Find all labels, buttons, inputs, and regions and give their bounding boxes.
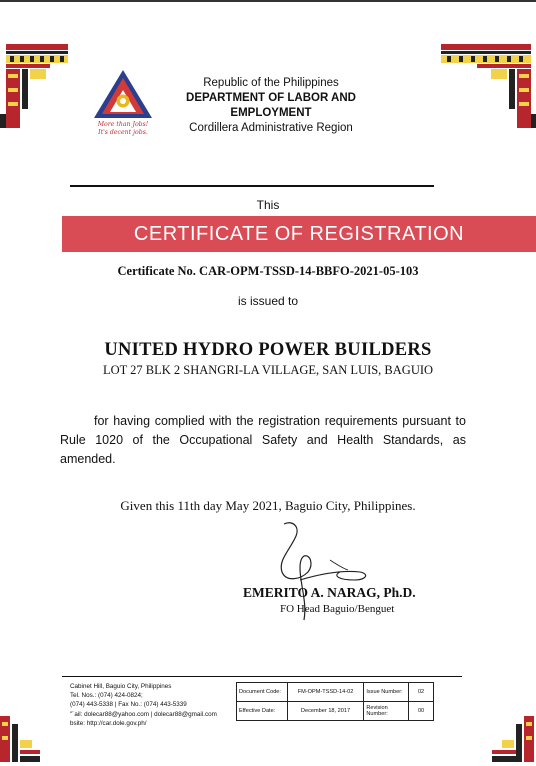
effective-date-value: December 18, 2017	[287, 702, 364, 721]
footer-divider	[62, 676, 462, 677]
header-republic: Republic of the Philippines	[203, 77, 339, 89]
certificate-number: Certificate No. CAR-OPM-TSSD-14-BBFO-2021-05-103	[117, 264, 419, 278]
contact-tel: Tel. Nos.: (074) 424-0824;	[70, 692, 143, 700]
company-address: LOT 27 BLK 2 SHANGRI-LA VILLAGE, SAN LUIS, BAGUIO	[102, 363, 434, 377]
compliance-text: for having complied with the registration requirements pursuant to Rule 1020 of the Occupational Safety and Health Standards, as amended.	[60, 414, 466, 466]
document-control-table	[236, 682, 434, 721]
corner-ornament-bottom-right	[488, 716, 536, 762]
header-department: DEPARTMENT OF LABOR AND EMPLOYMENT	[186, 92, 356, 119]
agency-header	[146, 76, 396, 136]
contact-block	[70, 682, 240, 728]
top-border	[0, 0, 536, 2]
svg-text:It's decent jobs.: It's decent jobs.	[98, 129, 148, 136]
contact-website: bsite: http://car.dole.gov.ph/	[70, 719, 147, 727]
effective-date-label: Effective Date:	[237, 702, 288, 721]
contact-fax: (074) 443-5338 | Fax No.: (074) 443-5339	[70, 701, 187, 709]
certificate-title-banner	[62, 216, 536, 252]
certificate-title: CERTIFICATE OF REGISTRATION	[133, 222, 465, 245]
doc-code-label: Document Code:	[237, 683, 288, 702]
corner-ornament-bottom-left	[0, 716, 40, 762]
svg-text:More than Jobs!: More than Jobs!	[97, 121, 149, 128]
revision-number-label: Revision Number:	[364, 702, 409, 721]
this-label: This	[256, 198, 280, 212]
compliance-paragraph	[60, 412, 466, 469]
issue-number-label: Issue Number:	[364, 683, 409, 702]
signatory-name: EMERITO A. NARAG, Ph.D.	[243, 585, 416, 600]
issued-to-label: is issued to	[237, 294, 299, 308]
company-name: UNITED HYDRO POWER BUILDERS	[104, 340, 432, 360]
contact-email: "¨ail: dolecar88@yahoo.com | dolecar88@gmail.com	[70, 710, 217, 718]
revision-number-value: 00	[409, 702, 434, 721]
signatory-title: FO Head Baguio/Benguet	[280, 603, 395, 615]
doc-code-value: FM-OPM-TSSD-14-02	[287, 683, 364, 702]
corner-ornament-top-left	[0, 44, 72, 128]
header-divider	[70, 185, 434, 187]
given-date-line: Given this 11th day May 2021, Baguio City, Philippines.	[120, 498, 416, 513]
issue-number-value: 02	[409, 683, 434, 702]
contact-address: Cabinet Hill, Baguio City, Philippines	[70, 683, 172, 690]
dole-logo	[92, 68, 154, 140]
header-region: Cordillera Administrative Region	[189, 122, 353, 134]
corner-ornament-top-right	[437, 44, 536, 128]
